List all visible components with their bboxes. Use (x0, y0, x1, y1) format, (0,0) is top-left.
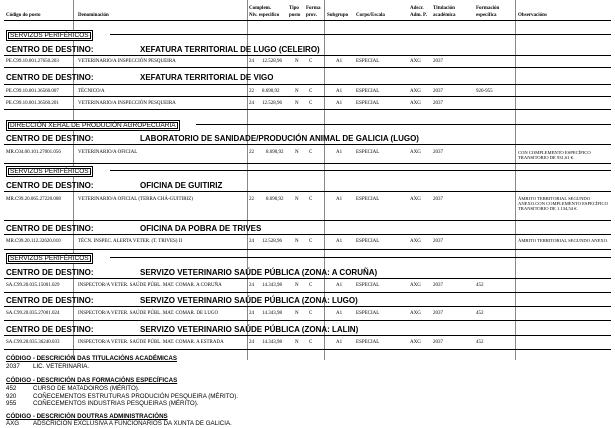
cell-denom: VETERINARIO/A OFICIAL (78, 150, 138, 155)
cell-niv: 22 (249, 197, 254, 202)
cell-niv: 24 (249, 101, 254, 106)
cell-sub: A1 (336, 311, 343, 316)
header-prov: prov. (306, 13, 317, 18)
row-rule (4, 320, 611, 321)
cell-code: PE.C99.10.001.36560.007 (6, 89, 59, 94)
cell-niv: 24 (249, 283, 254, 288)
cell-denom: INSPECTOR/A VETER. SAÚDE PÚBL. MAT. COMAR. A ESTRADA (78, 340, 224, 345)
header-especifica: específica (476, 13, 497, 18)
cell-comp: 12.528,96 (262, 101, 282, 106)
section-rule (110, 170, 611, 171)
cell-code: MR.C99.20.065.27220.008 (6, 197, 61, 202)
cell-code: SA.C99.20.035.36240.033 (6, 340, 60, 345)
cell-adscr: AXG (410, 89, 421, 94)
row-rule (4, 55, 611, 56)
cell-form: 920-955 (476, 89, 493, 94)
section-rule (196, 124, 611, 125)
legend-code: 2037 (6, 363, 20, 370)
row-rule (4, 163, 611, 164)
centro-name: SERVIZO VETERINARIO SAÚDE PÚBLICA (ZONA: LALIN) (140, 325, 359, 334)
cell-adscr: AXG (410, 340, 421, 345)
row-rule (4, 144, 611, 145)
cell-adscr: AXG (410, 197, 421, 202)
cell-tit: 2037 (433, 150, 443, 155)
cell-corpo: ESPECIAL (356, 340, 380, 345)
centro-name: LABORATORIO DE SANIDADE/PRODUCIÓN ANIMAL DE GALICIA (LUGO) (140, 134, 419, 143)
cell-adscr: AXG (410, 59, 421, 64)
header-corpo: Corpo/Escala (356, 13, 385, 18)
cell-adscr: AXG (410, 150, 421, 155)
header-tipo: Tipo (289, 6, 299, 11)
cell-denom: VETERINARIO/A INSPECCIÓN PESQUEIRA (78, 101, 176, 106)
cell-tipo: N (295, 311, 299, 316)
legend-desc: COÑECEMENTOS ESTRUTURAS PRODUCIÓN PESQUEIRA (MÉRITO). (33, 393, 239, 400)
cell-denom: TÉCNICO/A (78, 89, 105, 94)
cell-tit: 2037 (433, 197, 443, 202)
section-servizos-perifericos: SERVIZOS PERIFÉRICOS (6, 253, 93, 264)
header-divider (4, 20, 611, 21)
cell-tipo: N (295, 197, 299, 202)
cell-code: MR.C99.20.112.32620.010 (6, 239, 61, 244)
cell-comp: 12.528,96 (262, 59, 282, 64)
cell-forma: C (309, 197, 313, 202)
cell-tipo: N (295, 239, 299, 244)
cell-forma: C (309, 239, 313, 244)
cell-corpo: ESPECIAL (356, 101, 380, 106)
row-rule (4, 292, 611, 293)
legend-code: AXG (6, 420, 20, 427)
section-rule (110, 34, 611, 35)
cell-code: PE.C99.10.001.36560.201 (6, 101, 59, 106)
header-posto: posto (289, 13, 301, 18)
row-rule (4, 234, 611, 235)
cell-comp: 14.343,98 (262, 311, 282, 316)
header-subgrupo: Subgrupo (327, 13, 349, 18)
cell-code: SA.C99.20.035.27001.024 (6, 311, 60, 316)
cell-sub: A1 (336, 239, 343, 244)
cell-forma: C (309, 59, 313, 64)
row-rule (4, 67, 611, 68)
cell-corpo: ESPECIAL (356, 311, 380, 316)
legend-desc: ADSCRICIÓN EXCLUSIVA A FUNCIONARIOS DA XUNTA DE GALICIA. (33, 420, 232, 427)
centro-name: XEFATURA TERRITORIAL DE VIGO (140, 73, 274, 82)
header-observacions: Observacións (518, 13, 547, 18)
cell-forma: C (309, 101, 313, 106)
legend-code: 920 (6, 393, 17, 400)
cell-tit: 2037 (433, 89, 443, 94)
header-complem: Complem. (249, 6, 272, 11)
cell-niv: 22 (249, 89, 254, 94)
cell-adscr: AXG (410, 101, 421, 106)
row-rule (4, 278, 611, 279)
cell-sub: A1 (336, 101, 343, 106)
cell-tipo: N (295, 89, 299, 94)
cell-niv: 24 (249, 59, 254, 64)
cell-tipo: N (295, 150, 299, 155)
centro-label: CENTRO DE DESTINO: (6, 181, 94, 190)
centro-name: OFICINA DA POBRA DE TRIVES (140, 224, 262, 233)
cell-tit: 2037 (433, 283, 443, 288)
centro-label: CENTRO DE DESTINO: (6, 45, 94, 54)
legend-code: 955 (6, 400, 17, 407)
cell-comp: 12.528,96 (262, 239, 282, 244)
cell-sub: A1 (336, 197, 343, 202)
centro-label: CENTRO DE DESTINO: (6, 325, 94, 334)
cell-corpo: ESPECIAL (356, 59, 380, 64)
cell-forma: C (309, 340, 313, 345)
cell-tipo: N (295, 340, 299, 345)
cell-form: 452 (476, 340, 484, 345)
row-rule (4, 349, 611, 350)
cell-corpo: ESPECIAL (356, 150, 380, 155)
cell-sub: A1 (336, 283, 343, 288)
legend-desc: CURSO DE MATADOIROS (MÉRITO). (33, 385, 140, 392)
centro-name: SERVIZO VETERINARIO SAÚDE PÚBLICA (ZONA: LUGO) (140, 296, 358, 305)
cell-niv: 22 (249, 150, 254, 155)
header-titulacion: Titulación (433, 6, 455, 11)
cell-tit: 2037 (433, 101, 443, 106)
header-formacion: Formación (476, 6, 500, 11)
cell-comp: 8.690,92 (262, 89, 280, 94)
centro-label: CENTRO DE DESTINO: (6, 224, 94, 233)
row-rule (4, 249, 611, 250)
centro-label: CENTRO DE DESTINO: (6, 296, 94, 305)
cell-tit: 2037 (433, 59, 443, 64)
cell-corpo: ESPECIAL (356, 239, 380, 244)
cell-form: 452 (476, 283, 484, 288)
row-rule (4, 335, 611, 336)
legend-title: CÓDIGO - DESCRICIÓN DAS FORMACIÓNS ESPECÍFICAS (6, 377, 178, 384)
row-rule (4, 96, 611, 97)
cell-obs: ÁMBITO TERRITORIAL SEGUNDO ANEXO.CON COMPLEMENTO ESPECÍFICO TRANSITORIO DE 1.134,54 €. (518, 196, 608, 211)
legend-code: 452 (6, 385, 17, 392)
header-forma: Forma (306, 6, 321, 11)
header-denominacion: Denominación (78, 13, 109, 18)
section-servizos-perifericos: SERVIZOS PERIFÉRICOS (6, 166, 93, 177)
cell-denom: TÉCN. INSPEC. ALERTA VETER. (T. TRIVES) II (78, 239, 183, 244)
cell-obs: ÁMBITO TERRITORIAL SEGUNDO ANEXO. (518, 238, 609, 243)
cell-tipo: N (295, 101, 299, 106)
header-adscr: Adscr. (410, 6, 424, 11)
header-codigo: Código do posto (6, 13, 41, 18)
cell-code: MR.C04.00.101.27001.056 (6, 150, 61, 155)
cell-code: PE.C99.10.001.27650.203 (6, 59, 59, 64)
cell-denom: INSPECTOR/A VETER. SAÚDE PÚBL. MAT. COMAR. A CORUÑA (78, 283, 222, 288)
cell-form: 452 (476, 311, 484, 316)
centro-label: CENTRO DE DESTINO: (6, 134, 94, 143)
cell-adscr: AXG (410, 311, 421, 316)
cell-niv: 24 (249, 340, 254, 345)
cell-tit: 2037 (433, 340, 443, 345)
cell-corpo: ESPECIAL (356, 89, 380, 94)
cell-adscr: AXG (410, 283, 421, 288)
header-adm: Adm. P. (410, 13, 427, 18)
centro-name: SERVIZO VETERINARIO SAÚDE PÚBLICA (ZONA: A CORUÑA) (140, 268, 378, 277)
cell-tit: 2037 (433, 311, 443, 316)
cell-forma: C (309, 150, 313, 155)
cell-code: SA.C99.20.035.15001.029 (6, 283, 60, 288)
row-rule (4, 306, 611, 307)
section-direccion-xeral: DIRECCIÓN XERAL DE PRODUCIÓN AGROPECUARIA (6, 120, 180, 131)
cell-sub: A1 (336, 89, 343, 94)
cell-denom: INSPECTOR/A VETER. SAÚDE PÚBL. MAT. COMAR. DE LUGO (78, 311, 219, 316)
centro-name: XEFATURA TERRITORIAL DE LUGO (CELEIRO) (140, 45, 320, 54)
cell-tit: 2037 (433, 239, 443, 244)
cell-adscr: AXG (410, 239, 421, 244)
cell-denom: VETERINARIO/A OFICIAL (TERRA CHÁ-GUITIRIZ) (78, 197, 193, 202)
legend-desc: COÑECEMENTOS INDUSTRIAS PESQUEIRAS (MÉRITO). (33, 400, 199, 407)
row-rule (4, 109, 611, 110)
cell-tipo: N (295, 283, 299, 288)
cell-comp: 8.690,92 (266, 150, 284, 155)
section-rule (110, 257, 611, 258)
legend-desc: LIC. VETERINARIA. (33, 363, 90, 370)
cell-forma: C (309, 311, 313, 316)
cell-sub: A1 (336, 340, 343, 345)
cell-comp: 14.343,98 (262, 340, 282, 345)
cell-niv: 24 (249, 239, 254, 244)
cell-denom: VETERINARIO/A INSPECCIÓN PESQUEIRA (78, 59, 176, 64)
row-rule (4, 84, 611, 85)
cell-tipo: N (295, 59, 299, 64)
cell-forma: C (309, 283, 313, 288)
cell-comp: 14.343,98 (262, 283, 282, 288)
cell-comp: 8.690,92 (266, 197, 284, 202)
cell-sub: A1 (336, 59, 343, 64)
header-nivel: Niv. especifico (249, 13, 280, 18)
cell-niv: 24 (249, 311, 254, 316)
cell-forma: C (309, 89, 313, 94)
centro-name: OFICINA DE GUITIRIZ (140, 181, 223, 190)
section-servizos-perifericos: SERVIZOS PERIFÉRICOS (6, 30, 93, 41)
cell-corpo: ESPECIAL (356, 283, 380, 288)
cell-corpo: ESPECIAL (356, 197, 380, 202)
cell-obs: CON COMPLEMENTO ESPECÍFICO TRANSITORIO DE 931,61 €. (518, 150, 591, 160)
centro-label: CENTRO DE DESTINO: (6, 268, 94, 277)
row-rule (4, 220, 611, 221)
row-rule (4, 191, 611, 192)
centro-label: CENTRO DE DESTINO: (6, 73, 94, 82)
cell-sub: A1 (336, 150, 343, 155)
legend-title: CÓDIGO - DESCRICIÓN DOUTRAS ADMINISTRACIÓNS (6, 413, 168, 420)
header-academica: académica (433, 13, 456, 18)
legend-title: CÓDIGO - DESCRICIÓN DAS TITULACIÓNS ACADÉMICAS (6, 355, 177, 362)
